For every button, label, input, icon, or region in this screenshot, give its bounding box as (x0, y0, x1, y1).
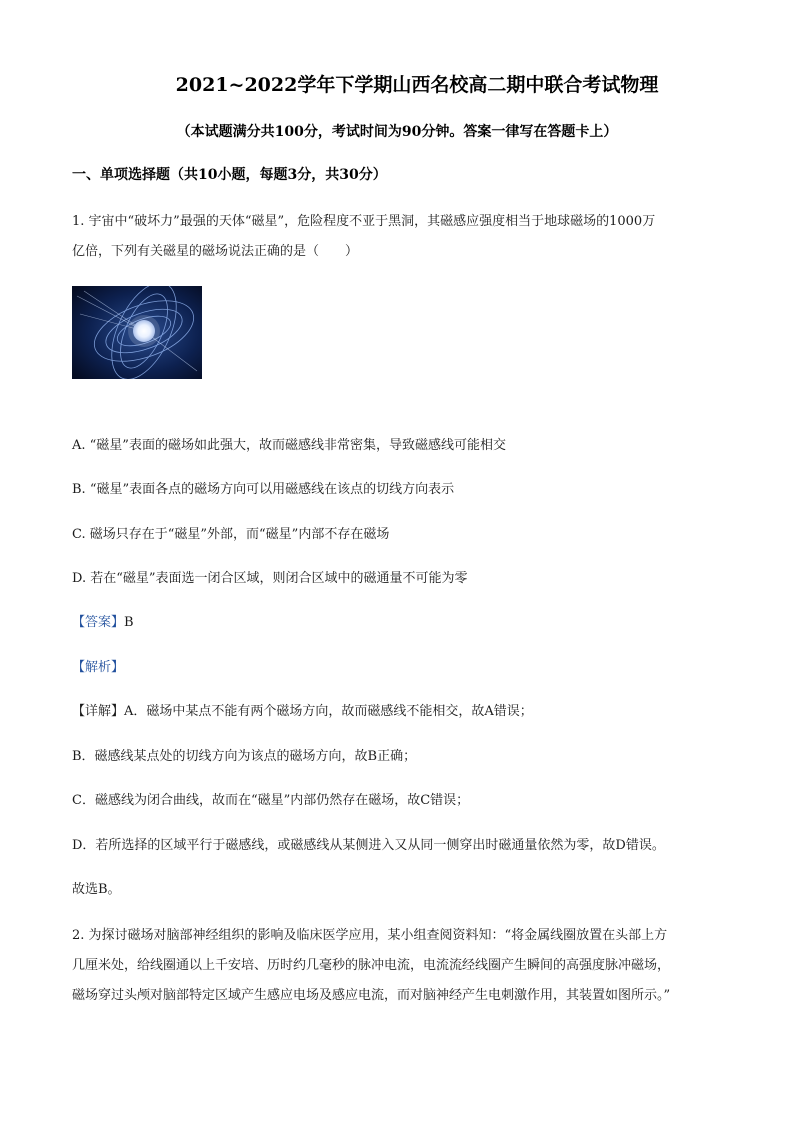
question-1-option-d: D. 若在“磁星”表面选一闭合区域，则闭合区域中的磁通量不可能为零 (72, 571, 468, 586)
magnetar-figure (72, 286, 202, 379)
analysis-tag: 【解析】 (72, 660, 125, 675)
detail-a-text: A．磁场中某点不能有两个磁场方向，故而磁感线不能相交，故A错误； (124, 704, 533, 719)
question-1-stem-line-1: 1. 宇宙中“破坏力”最强的天体“磁星”，危险程度不亚于黑洞，其磁感应强度相当于地球磁场的1000万 (72, 214, 656, 229)
question-2-line-1: 2. 为探讨磁场对脑部神经组织的影响及临床医学应用，某小组查阅资料知：“将金属线圈放置在头部上方 (72, 928, 668, 943)
detail-tag: 【详解】 (72, 704, 125, 719)
section-heading: 一、单项选择题（共10小题，每题3分，共30分） (72, 167, 387, 183)
detail-line-b: B．磁感线某点处的切线方向为该点的磁场方向，故B正确； (72, 749, 417, 764)
question-1-option-b: B. “磁星”表面各点的磁场方向可以用磁感线在该点的切线方向表示 (72, 482, 455, 497)
detail-line-a (72, 702, 533, 722)
detail-line-c: C．磁感线为闭合曲线，故而在“磁星”内部仍然存在磁场，故C错误； (72, 793, 470, 808)
magnetar-illustration-icon (72, 286, 202, 379)
answer-tag: 【答案】 (72, 615, 125, 630)
page-title: 2021~2022学年下学期山西名校高二期中联合考试物理 (175, 74, 659, 96)
detail-line-d: D．若所选择的区域平行于磁感线，或磁感线从某侧进入又从同一侧穿出时磁通量依然为零，故D错误。 (72, 838, 665, 853)
question-1-stem-line-2: 亿倍，下列有关磁星的磁场说法正确的是（ ） (72, 244, 359, 259)
question-1-option-a: A. “磁星”表面的磁场如此强大，故而磁感线非常密集，导致磁感线可能相交 (72, 438, 506, 453)
question-1-option-c: C. 磁场只存在于“磁星”外部，而“磁星”内部不存在磁场 (72, 527, 390, 542)
page-subtitle: （本试题满分共100分，考试时间为90分钟。答案一律写在答题卡上） (176, 124, 618, 140)
answer-line (72, 613, 134, 633)
question-2-line-3: 磁场穿过头颅对脑部特定区域产生感应电场及感应电流，而对脑神经产生电刺激作用，其装置如图所示。” (72, 988, 671, 1003)
question-2-line-2: 几厘米处，给线圈通以上千安培、历时约几毫秒的脉冲电流，电流流经线圈产生瞬间的高强度脉冲磁场， (72, 958, 671, 973)
answer-value: B (124, 615, 134, 630)
conclusion-line: 故选B。 (72, 882, 121, 897)
